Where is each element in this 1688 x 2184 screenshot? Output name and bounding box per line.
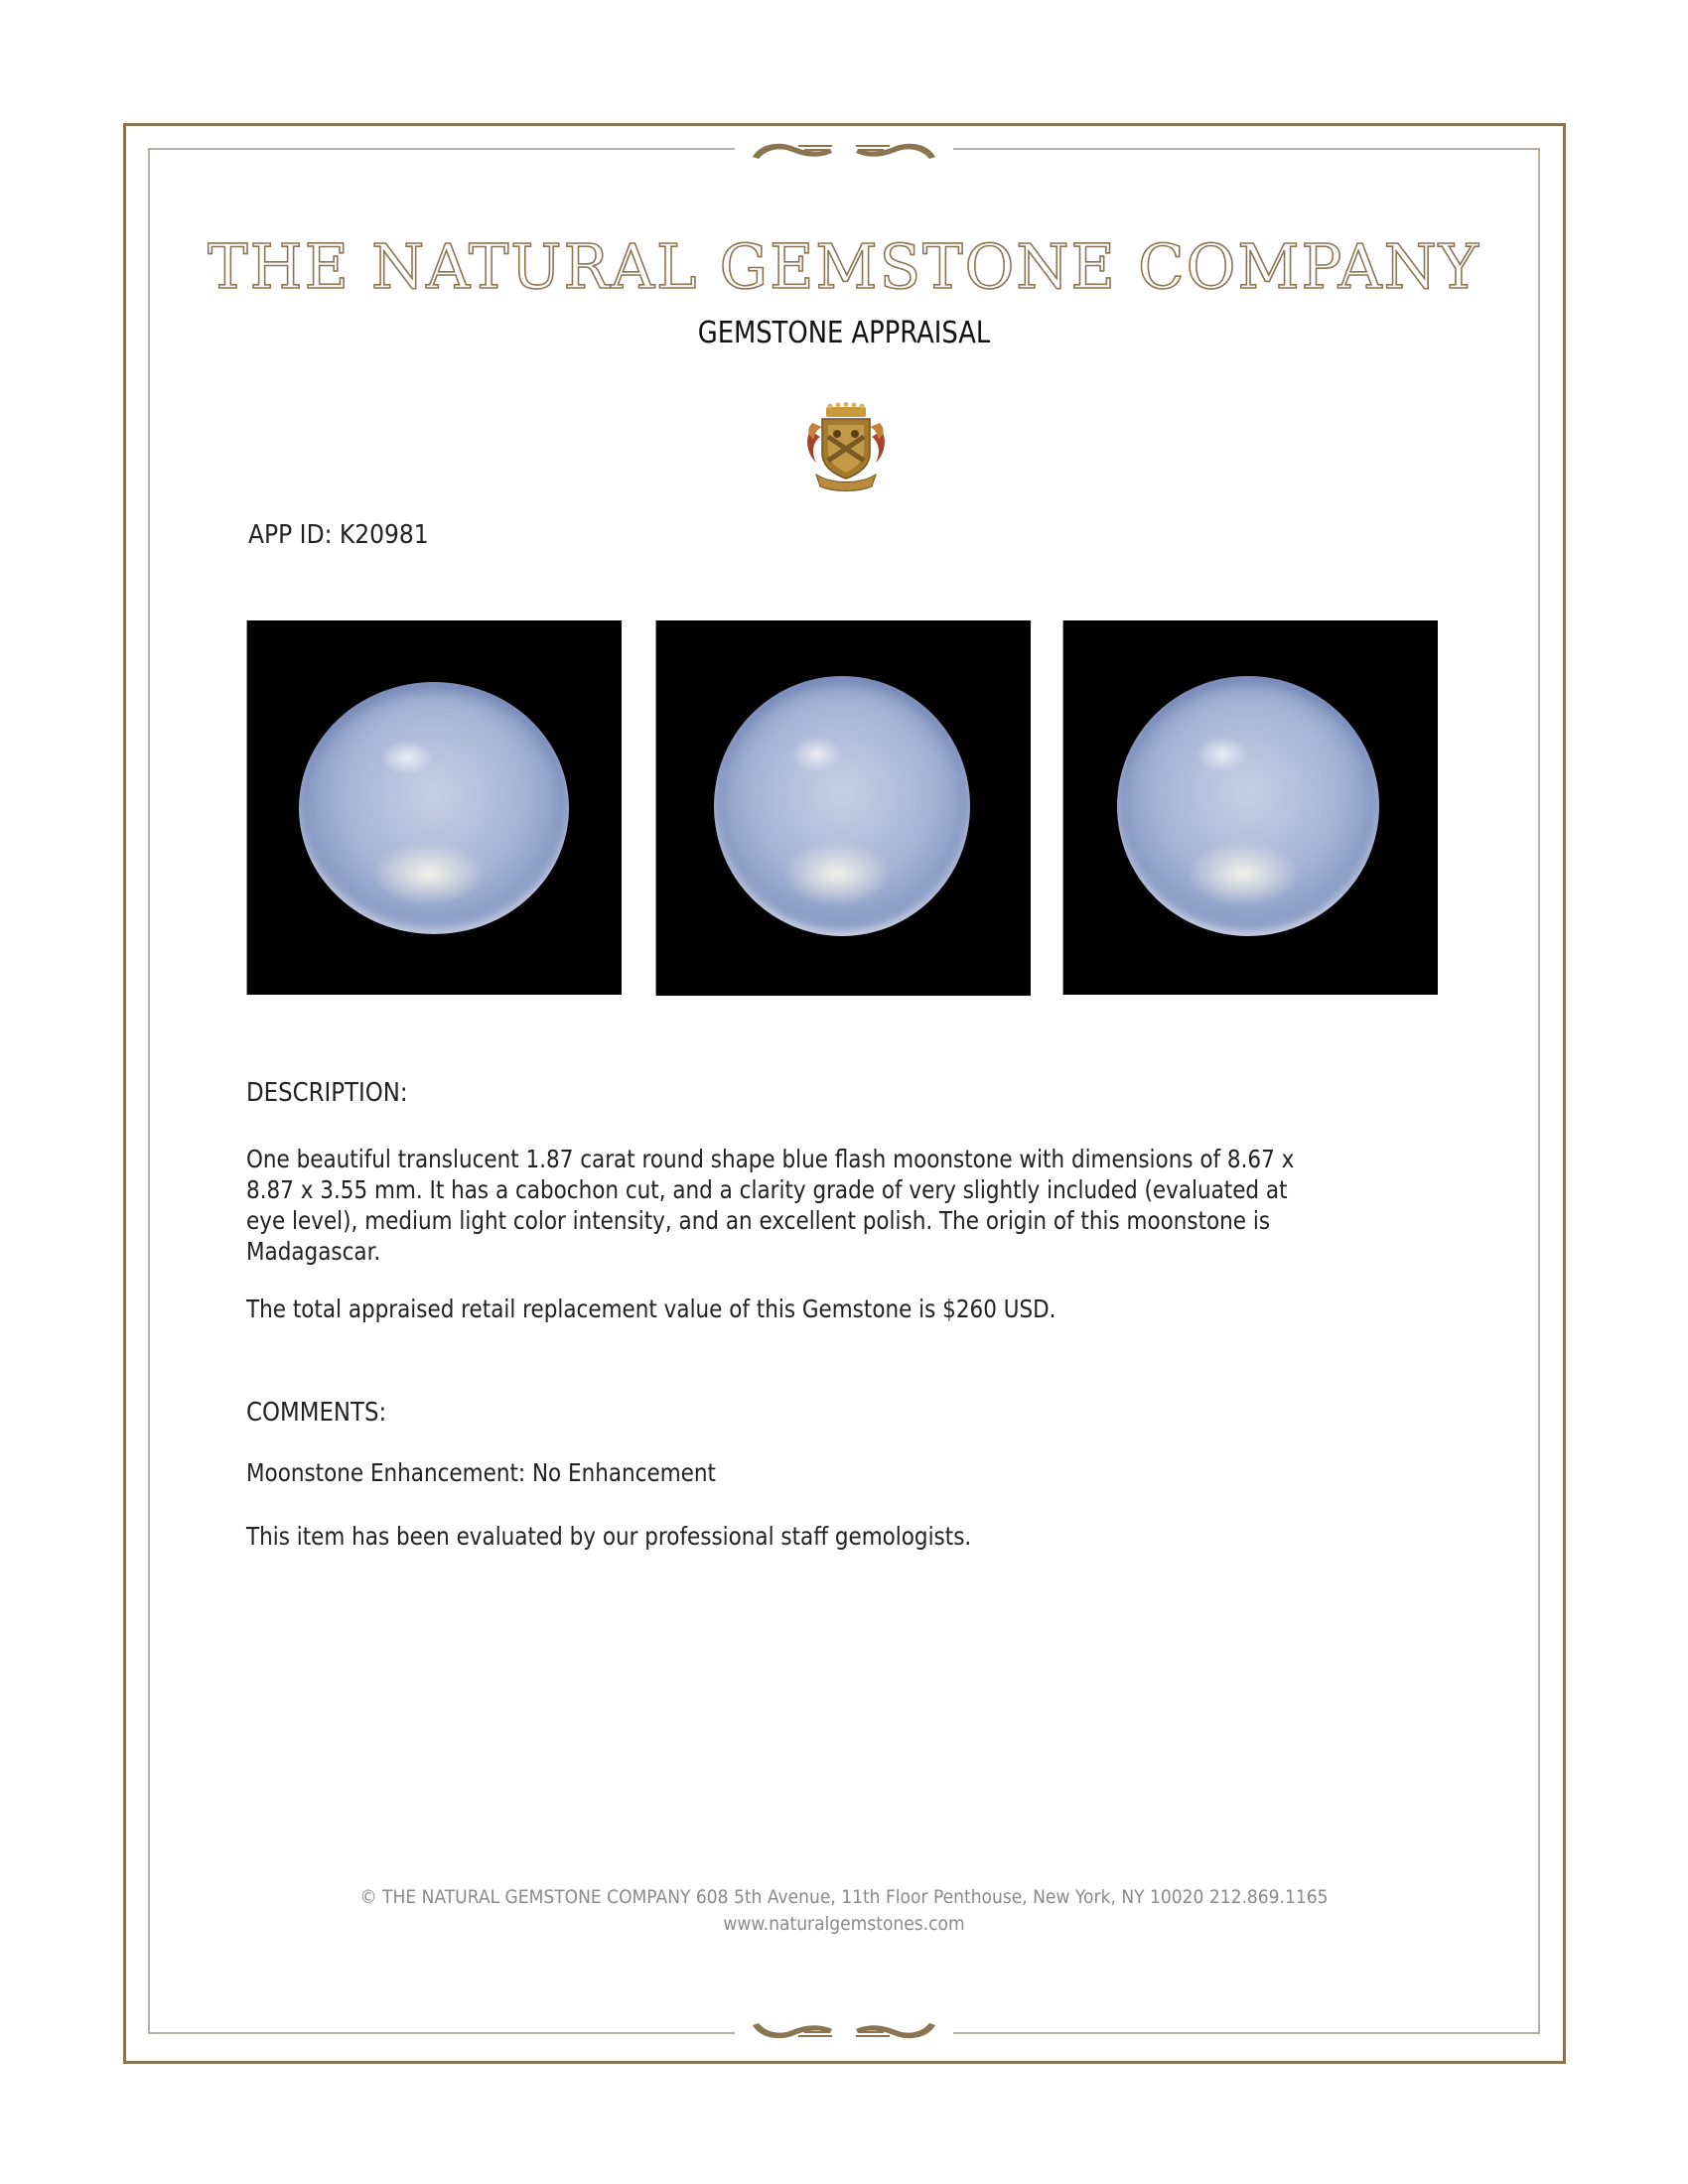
- gem-image-2: [655, 620, 1031, 996]
- description-line: Madagascar.: [246, 1237, 381, 1266]
- gem-image-3: [1062, 620, 1438, 995]
- moonstone-photo: [714, 676, 970, 936]
- description-line: One beautiful translucent 1.87 carat round shape blue flash moonstone with dimensions of 8.67 x: [246, 1145, 1295, 1173]
- description-heading: DESCRIPTION:: [246, 1078, 408, 1108]
- moonstone-photo: [1117, 676, 1379, 936]
- app-id: [248, 520, 429, 550]
- evaluation-note: This item has been evaluated by our professional staff gemologists.: [246, 1522, 972, 1551]
- inner-line-left: [148, 148, 150, 2034]
- appraised-value: The total appraised retail replacement value of this Gemstone is $260 USD.: [246, 1295, 1056, 1323]
- footer-address: © THE NATURAL GEMSTONE COMPANY 608 5th Avenue, 11th Floor Penthouse, New York, NY 10020 212.869.1165: [359, 1886, 1329, 1908]
- footer-website[interactable]: www.naturalgemstones.com: [723, 1913, 965, 1935]
- heraldic-crest-icon: [802, 401, 890, 492]
- top-ornament-icon: [735, 133, 953, 163]
- inner-line-right: [1538, 148, 1540, 2034]
- app-id-label: APP ID:: [248, 520, 333, 550]
- comments-heading: COMMENTS:: [246, 1398, 387, 1428]
- description-line: eye level), medium light color intensity, and an excellent polish. The origin of this moonstone is: [246, 1206, 1271, 1235]
- moonstone-photo: [299, 682, 569, 934]
- enhancement-comment: Moonstone Enhancement: No Enhancement: [246, 1458, 716, 1487]
- app-id-value: K20981: [339, 520, 429, 550]
- document-title: GEMSTONE APPRAISAL: [697, 316, 991, 350]
- description-text: [246, 1144, 1356, 1267]
- description-line: 8.87 x 3.55 mm. It has a cabochon cut, and a clarity grade of very slightly included (evaluated at: [246, 1175, 1288, 1204]
- bottom-ornament-icon: [735, 2019, 953, 2049]
- company-name: THE NATURAL GEMSTONE COMPANY: [208, 230, 1480, 303]
- gem-image-1: [246, 620, 622, 995]
